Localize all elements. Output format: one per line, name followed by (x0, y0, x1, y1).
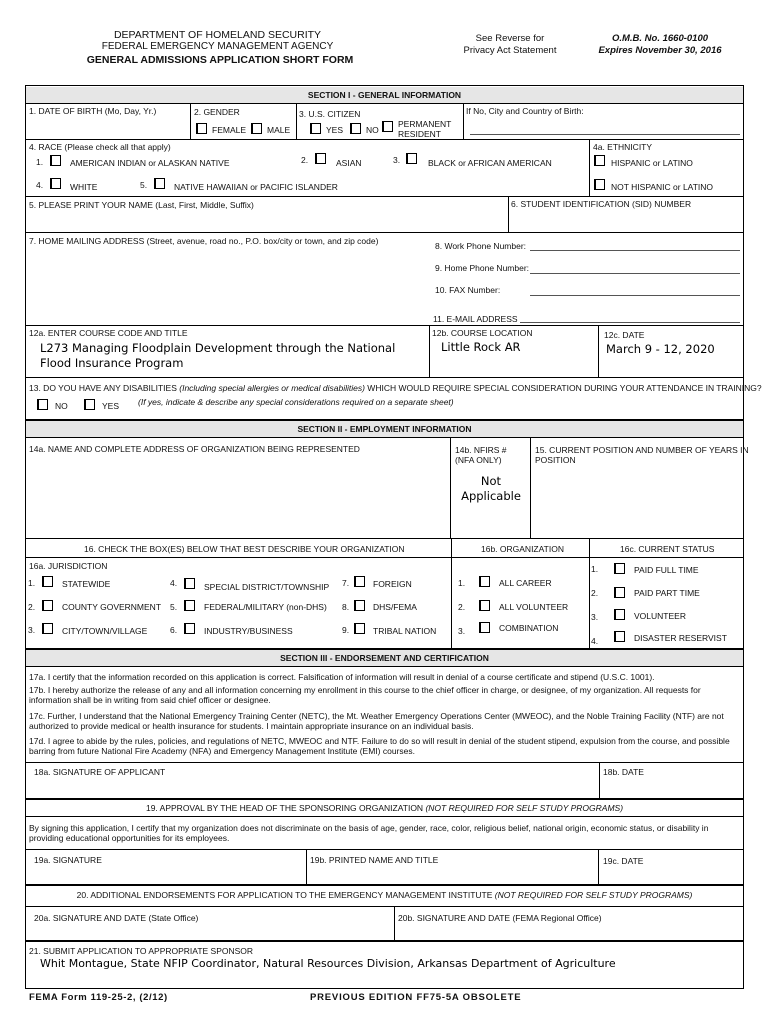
form-title: GENERAL ADMISSIONS APPLICATION SHORT FORM (86, 54, 354, 66)
disability-label-c: WHICH WOULD REQUIRE SPECIAL CONSIDERATION DURING YOUR ATTENDANCE IN TRAINING? (367, 383, 762, 393)
course-label: 12a. ENTER COURSE CODE AND TITLE (29, 328, 188, 338)
j-num-1: 1. (28, 578, 36, 588)
additional-endorse-note: (NOT REQUIRED FOR SELF STUDY PROGRAMS) (494, 890, 693, 900)
combination-label: COMBINATION (499, 623, 559, 633)
female-checkbox[interactable] (196, 123, 207, 134)
disability-yes-label: YES (102, 401, 120, 411)
permanent-label-1: PERMANENT (398, 119, 452, 129)
s-num-3: 3. (591, 612, 599, 622)
email-field[interactable] (520, 322, 740, 323)
address-label: 7. HOME MAILING ADDRESS (Street, avenue, road no., P.O. box/city or town, and zip code) (29, 236, 379, 246)
position-label-2: POSITION (535, 455, 576, 465)
paid-full-label: PAID FULL TIME (634, 565, 699, 575)
permanent-resident-checkbox[interactable] (382, 121, 393, 132)
o-num-3: 3. (458, 626, 466, 636)
j-num-5: 5. (170, 602, 178, 612)
county-label: COUNTY GOVERNMENT (62, 602, 162, 612)
race-asian-label: ASIAN (336, 158, 362, 168)
race-num-3: 3. (393, 155, 401, 165)
j-num-7: 7. (342, 578, 350, 588)
race-black-label: BLACK or AFRICAN AMERICAN (428, 158, 552, 168)
course-value[interactable]: L273 Managing Floodplain Development through the National Flood Insurance Program (40, 341, 396, 370)
expires-date: Expires November 30, 2016 (598, 45, 722, 56)
male-label: MALE (267, 125, 291, 135)
disability-yes-checkbox[interactable] (84, 399, 95, 410)
fax-field[interactable] (530, 295, 740, 296)
approval-label: 19. APPROVAL BY THE HEAD OF THE SPONSORING ORGANIZATION (145, 803, 424, 813)
status-col-label: 16c. CURRENT STATUS (620, 544, 715, 554)
race-american-indian-label: AMERICAN INDIAN or ALASKAN NATIVE (70, 158, 230, 168)
statewide-label: STATEWIDE (62, 579, 111, 589)
applicant-date-label: 18b. DATE (603, 767, 644, 777)
nondiscrimination-text: By signing this application, I certify that my organization does not discriminate on the basis of age, gender, race, color, religious belief, national origin, economic status, or disability in providing educational opportunities for its employees. (29, 823, 709, 843)
gender-label: 2. GENDER (194, 107, 240, 117)
dob-label: 1. DATE OF BIRTH (Mo, Day, Yr.) (29, 106, 157, 116)
tribal-label: TRIBAL NATION (373, 626, 437, 636)
dhs-fema-checkbox[interactable] (354, 600, 365, 611)
o-num-2: 2. (458, 602, 466, 612)
special-district-checkbox[interactable] (184, 578, 195, 589)
submit-label: 21. SUBMIT APPLICATION TO APPROPRIATE SPONSOR (29, 946, 254, 956)
j-num-6: 6. (170, 625, 178, 635)
hispanic-checkbox[interactable] (594, 155, 605, 166)
previous-edition: PREVIOUS EDITION FF75-5A OBSOLETE (310, 992, 522, 1003)
race-num-2: 2. (301, 155, 309, 165)
org-col-label: 16b. ORGANIZATION (481, 544, 564, 554)
home-phone-field[interactable] (530, 273, 740, 274)
cert-17a: 17a. I certify that the information recorded on this application is correct. Falsification of information will result in denial of a course certificate and stipend (U.S.C. 1001). (29, 672, 655, 682)
male-checkbox[interactable] (251, 123, 262, 134)
dhs-fema-label: DHS/FEMA (373, 602, 417, 612)
reservist-label: DISASTER RESERVIST (634, 633, 727, 643)
cert-17b: 17b. I hereby authorize the release of any and all information concerning my enrollment in this course to the chief officer in charge, or designee, of my organization. All requests for information shall be in writing from said chief officer or designee. (29, 685, 701, 705)
disability-question (29, 383, 762, 393)
reservist-checkbox[interactable] (614, 631, 625, 642)
county-checkbox[interactable] (42, 600, 53, 611)
section1-title: SECTION I - GENERAL INFORMATION (307, 90, 462, 100)
race-black-checkbox[interactable] (406, 153, 417, 164)
volunteer-checkbox[interactable] (614, 609, 625, 620)
citizen-no-label: NO (366, 125, 379, 135)
race-num-5: 5. (140, 180, 148, 190)
all-volunteer-checkbox[interactable] (479, 600, 490, 611)
form-frame (25, 85, 744, 989)
race-american-indian-checkbox[interactable] (50, 155, 61, 166)
nfirs-label-2: (NFA ONLY) (455, 455, 502, 465)
j-num-8: 8. (342, 602, 350, 612)
city-checkbox[interactable] (42, 623, 53, 634)
agency-title: FEDERAL EMERGENCY MANAGEMENT AGENCY (101, 41, 334, 52)
sid-label: 6. STUDENT IDENTIFICATION (SID) NUMBER (511, 199, 692, 209)
tribal-checkbox[interactable] (354, 623, 365, 634)
paid-part-checkbox[interactable] (614, 587, 625, 598)
fax-label: 10. FAX Number: (435, 285, 501, 295)
cert-17c: 17c. Further, I understand that the National Emergency Training Center (NETC), the Mt. Weather Emergency Operations Center (MWEOC), and the Noble Training Facility (NTF) are not authorized to provide medical or health insurance for students. I maintain appropriate insurance on an individual basis. (29, 711, 724, 731)
race-label: 4. RACE (Please check all that apply) (29, 142, 171, 152)
paid-part-label: PAID PART TIME (634, 588, 700, 598)
applicant-signature-label: 18a. SIGNATURE OF APPLICANT (34, 767, 166, 777)
section2-title: SECTION II - EMPLOYMENT INFORMATION (297, 424, 472, 434)
reverse-note-2: Privacy Act Statement (463, 45, 557, 56)
combination-checkbox[interactable] (479, 622, 490, 633)
permanent-label-2: RESIDENT (398, 129, 441, 139)
name-label: 5. PLEASE PRINT YOUR NAME (Last, First, Middle, Suffix) (29, 200, 254, 210)
approval-title (26, 803, 743, 813)
citizen-yes-checkbox[interactable] (310, 123, 321, 134)
org-label: 14a. NAME AND COMPLETE ADDRESS OF ORGANIZATION BEING REPRESENTED (29, 444, 360, 454)
home-phone-label: 9. Home Phone Number: (435, 263, 530, 273)
work-phone-field[interactable] (530, 250, 740, 251)
s-num-2: 2. (591, 588, 599, 598)
all-career-label: ALL CAREER (499, 578, 552, 588)
not-hispanic-label: NOT HISPANIC or LATINO (611, 182, 714, 192)
additional-endorse-title (26, 890, 743, 900)
city-country-label: If No, City and Country of Birth: (466, 106, 584, 116)
s20b-label: 20b. SIGNATURE AND DATE (FEMA Regional Office) (398, 913, 602, 923)
omb-number: O.M.B. No. 1660-0100 (611, 33, 709, 44)
industry-label: INDUSTRY/BUSINESS (204, 626, 293, 636)
federal-military-label: FEDERAL/MILITARY (non-DHS) (204, 602, 327, 612)
sig19a-label: 19a. SIGNATURE (34, 855, 102, 865)
nfirs-value[interactable]: Not Applicable (461, 474, 521, 503)
all-career-checkbox[interactable] (479, 576, 490, 587)
ethnicity-label: 4a. ETHNICITY (593, 142, 653, 152)
j-num-9: 9. (342, 625, 350, 635)
additional-endorse-label: 20. ADDITIONAL ENDORSEMENTS FOR APPLICATION TO THE EMERGENCY MANAGEMENT INSTITUTE (76, 890, 493, 900)
disability-label-a: 13. DO YOU HAVE ANY DISABILITIES (29, 383, 177, 393)
citizen-no-checkbox[interactable] (350, 123, 361, 134)
approval-note: (NOT REQUIRED FOR SELF STUDY PROGRAMS) (425, 803, 624, 813)
check-org-label: 16. CHECK THE BOX(ES) BELOW THAT BEST DESCRIBE YOUR ORGANIZATION (84, 544, 405, 554)
race-white-checkbox[interactable] (50, 178, 61, 189)
citizen-yes-label: YES (326, 125, 344, 135)
disability-no-checkbox[interactable] (37, 399, 48, 410)
email-label: 11. E-MAIL ADDRESS (433, 314, 518, 324)
race-num-1: 1. (36, 157, 44, 167)
s-num-1: 1. (591, 564, 599, 574)
all-volunteer-label: ALL VOLUNTEER (499, 602, 569, 612)
female-label: FEMALE (212, 125, 247, 135)
foreign-label: FOREIGN (373, 579, 412, 589)
o-num-1: 1. (458, 578, 466, 588)
date-label: 12c. DATE (604, 330, 645, 340)
disability-note: (If yes, indicate & describe any special considerations required on a separate sheet) (138, 397, 454, 407)
j-num-4: 4. (170, 578, 178, 588)
race-hawaiian-label: NATIVE HAWAIIAN or PACIFIC ISLANDER (174, 182, 338, 192)
nfirs-label-1: 14b. NFIRS # (455, 445, 507, 455)
volunteer-label: VOLUNTEER (634, 611, 686, 621)
race-asian-checkbox[interactable] (315, 153, 326, 164)
citizen-label: 3. U.S. CITIZEN (299, 109, 361, 119)
statewide-checkbox[interactable] (42, 576, 53, 587)
foreign-checkbox[interactable] (354, 576, 365, 587)
federal-military-checkbox[interactable] (184, 600, 195, 611)
work-phone-label: 8. Work Phone Number: (435, 241, 527, 251)
disability-label-b: (Including special allergies or medical disabilities) (179, 383, 365, 393)
sig19c-label: 19c. DATE (603, 856, 644, 866)
cert-17d: 17d. I agree to abide by the rules, policies, and regulations of NETC, MWEOC and NTF. Failure to do so will result in denial of the student stipend, expulsion from the course, and possible barring from future National Fire Academy (NFA) and Emergency Management Institute (EMI) courses. (29, 736, 730, 756)
j-num-2: 2. (28, 602, 36, 612)
sig19b-label: 19b. PRINTED NAME AND TITLE (310, 855, 439, 865)
s-num-4: 4. (591, 636, 599, 646)
location-label: 12b. COURSE LOCATION (432, 328, 533, 338)
jurisdiction-label: 16a. JURISDICTION (29, 561, 108, 571)
form-number: FEMA Form 119-25-2, (2/12) (29, 992, 168, 1003)
disability-no-label: NO (55, 401, 68, 411)
hispanic-label: HISPANIC or LATINO (611, 158, 693, 168)
location-value[interactable]: Little Rock AR (441, 340, 521, 354)
submit-value[interactable]: Whit Montague, State NFIP Coordinator, Natural Resources Division, Arkansas Department of Agriculture (40, 957, 616, 970)
special-district-label: SPECIAL DISTRICT/TOWNSHIP (204, 582, 330, 592)
paid-full-checkbox[interactable] (614, 563, 625, 574)
reverse-note-1: See Reverse for (475, 33, 545, 44)
race-hawaiian-checkbox[interactable] (154, 178, 165, 189)
race-white-label: WHITE (70, 182, 98, 192)
position-label-1: 15. CURRENT POSITION AND NUMBER OF YEARS IN (535, 445, 749, 455)
s20a-label: 20a. SIGNATURE AND DATE (State Office) (34, 913, 199, 923)
section3-title: SECTION III - ENDORSEMENT AND CERTIFICATION (280, 653, 489, 663)
industry-checkbox[interactable] (184, 623, 195, 634)
date-value[interactable]: March 9 - 12, 2020 (606, 342, 715, 356)
j-num-3: 3. (28, 625, 36, 635)
race-num-4: 4. (36, 180, 44, 190)
dept-title: DEPARTMENT OF HOMELAND SECURITY (113, 29, 322, 41)
not-hispanic-checkbox[interactable] (594, 179, 605, 190)
city-label: CITY/TOWN/VILLAGE (62, 626, 148, 636)
